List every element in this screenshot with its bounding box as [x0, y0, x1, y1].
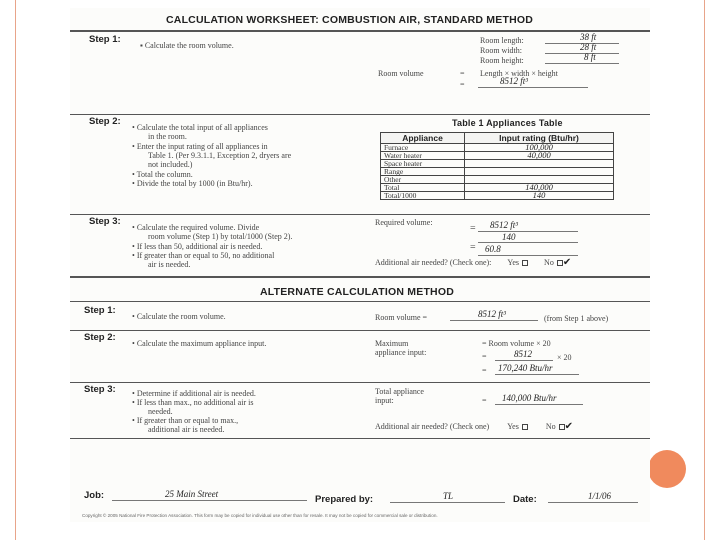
table-row: Total 140,000 — [381, 184, 614, 192]
alt-value-1-underline — [495, 360, 553, 361]
room-width-label: Room width: — [480, 46, 523, 55]
step2-rule — [70, 214, 650, 215]
alt-step2-rule — [70, 382, 650, 383]
alt-room-volume-underline — [450, 320, 538, 321]
alt-formula: = Room volume × 20 — [482, 339, 551, 348]
room-volume-eq-2: = — [460, 80, 465, 89]
alt-room-volume-value: 8512 ft³ — [478, 309, 506, 319]
date-underline — [548, 502, 638, 503]
worksheet-title: CALCULATION WORKSHEET: COMBUSTION AIR, STANDARD METHOD — [166, 14, 534, 26]
job-underline — [112, 500, 307, 501]
step3-label: Step 3: — [89, 216, 121, 227]
prepared-label: Prepared by: — [315, 494, 374, 505]
room-length-value: 38 ft — [580, 32, 597, 42]
date-value: 1/1/06 — [588, 491, 612, 501]
title-rule — [70, 30, 650, 32]
table-row: Space heater — [381, 160, 614, 168]
required-volume-v2: 140 — [502, 232, 516, 242]
alt-value-1: 8512 — [514, 349, 532, 359]
room-width-underline — [545, 53, 619, 54]
alt-total-eq: = — [482, 396, 487, 405]
alternate-title-rule — [70, 301, 650, 302]
alt-total-value: 140,000 Btu/hr — [502, 393, 557, 403]
alt-room-volume-note: (from Step 1 above) — [544, 314, 609, 323]
alt-step2-label: Step 2: — [84, 332, 116, 343]
alt-no-checkmark: ✔ — [564, 421, 573, 432]
alternate-title: ALTERNATE CALCULATION METHOD — [260, 286, 454, 298]
appliances-table — [380, 132, 614, 200]
required-volume-underline-1 — [478, 231, 578, 232]
step3-additional-air: Additional air needed? (Check one): Yes No ✔ — [375, 257, 572, 268]
required-volume-underline-2 — [478, 242, 578, 243]
step1-rule — [70, 114, 650, 115]
step2-bullet-4: • Divide the total by 1000 (in Btu/hr). — [132, 179, 253, 188]
copyright-notice: Copyright © 2005 National Fire Protection Association. This form may be copied for individual use other than for resale. It may not be copied for commercial sale or distribution. — [82, 513, 438, 518]
prepared-value: TL — [443, 491, 454, 501]
alt-total-underline — [495, 404, 583, 405]
worksheet-page — [70, 8, 650, 522]
decorative-orange-circle — [648, 450, 686, 488]
alt-step1-rule — [70, 330, 650, 331]
step3-bullet-1: • Calculate the required volume. Divide room volume (Step 1) by total/1000 (Step 2). — [132, 223, 293, 241]
room-height-value: 8 ft — [584, 52, 596, 62]
alt-step3-bullet-2: • If less than max., no additional air is needed. — [132, 398, 254, 416]
room-width-value: 28 ft — [580, 42, 597, 52]
alt-value-2: 170,240 Btu/hr — [498, 363, 553, 373]
alt-yes-checkbox[interactable] — [522, 424, 528, 430]
room-volume-eq: = — [460, 69, 465, 78]
table-row: Other — [381, 176, 614, 184]
alt-room-volume-label: Room volume = — [375, 313, 428, 322]
alt-step3-bullet-1: • Determine if additional air is needed. — [132, 389, 256, 398]
job-label: Job: — [84, 490, 105, 501]
alt-total-label: Total appliance input: — [375, 387, 424, 405]
step3-bullet-2: • If less than 50, additional air is needed. — [132, 242, 263, 251]
alt-step3-rule — [70, 438, 650, 439]
col-input-rating: Input rating (Btu/hr) — [465, 133, 614, 144]
required-volume-underline-3 — [478, 255, 578, 256]
step2-label: Step 2: — [89, 116, 121, 127]
required-volume-v3: 60.8 — [485, 244, 501, 254]
no-checkmark: ✔ — [562, 257, 572, 268]
appliances-table-title: Table 1 Appliances Table — [452, 118, 563, 128]
required-volume-eq-3: = — [470, 242, 476, 253]
alt-times: × 20 — [557, 353, 572, 362]
step1-label: Step 1: — [89, 34, 121, 45]
alt-value-2-underline — [495, 374, 579, 375]
alt-step3-bullet-3: • If greater than or equal to max., additional air is needed. — [132, 416, 239, 434]
frame-left-line — [15, 0, 16, 540]
prepared-underline — [390, 502, 505, 503]
alt-step1-instruction: • Calculate the room volume. — [132, 312, 226, 321]
room-volume-formula: Length × width × height — [480, 69, 558, 78]
step1-instruction: ▪ Calculate the room volume. — [140, 41, 234, 50]
section-divider — [70, 276, 650, 278]
alt-step2-instruction: • Calculate the maximum appliance input. — [132, 339, 267, 348]
step2-bullet-2: • Enter the input rating of all appliances in Table 1. (Per 9.3.1.1, Exception 2, dryers are not included.) — [132, 142, 292, 169]
yes-checkbox[interactable] — [522, 260, 528, 266]
required-volume-v1: 8512 ft³ — [490, 220, 518, 230]
job-value: 25 Main Street — [165, 489, 219, 499]
table-row: Furnace 100,000 — [381, 144, 614, 152]
alt-eq-2: = — [482, 352, 487, 361]
step2-bullet-1: • Calculate the total input of all appliances in the room. — [132, 123, 268, 141]
alt-step3-label: Step 3: — [84, 384, 116, 395]
table-row: Total/1000 140 — [381, 192, 614, 200]
step3-bullet-3: • If greater than or equal to 50, no additional air is needed. — [132, 251, 275, 269]
room-height-label: Room height: — [480, 56, 524, 65]
room-volume-value: 8512 ft³ — [500, 76, 528, 86]
required-volume-eq-1: = — [470, 223, 476, 234]
room-length-label: Room length: — [480, 36, 524, 45]
room-height-underline — [545, 63, 619, 64]
alt-additional-air: Additional air needed? (Check one) Yes No ✔ — [375, 421, 573, 432]
table-row: Water heater 40,000 — [381, 152, 614, 160]
room-volume-underline — [478, 87, 588, 88]
room-volume-label: Room volume — [378, 69, 424, 78]
date-label: Date: — [513, 494, 537, 505]
table-row: Range — [381, 168, 614, 176]
alt-step1-label: Step 1: — [84, 305, 116, 316]
required-volume-label: Required volume: — [375, 218, 433, 227]
alt-eq-3: = — [482, 366, 487, 375]
alt-max-label: Maximum appliance input: — [375, 339, 427, 357]
col-appliance: Appliance — [381, 133, 465, 144]
frame-right-line — [704, 0, 705, 540]
step2-bullet-3: • Total the column. — [132, 170, 193, 179]
